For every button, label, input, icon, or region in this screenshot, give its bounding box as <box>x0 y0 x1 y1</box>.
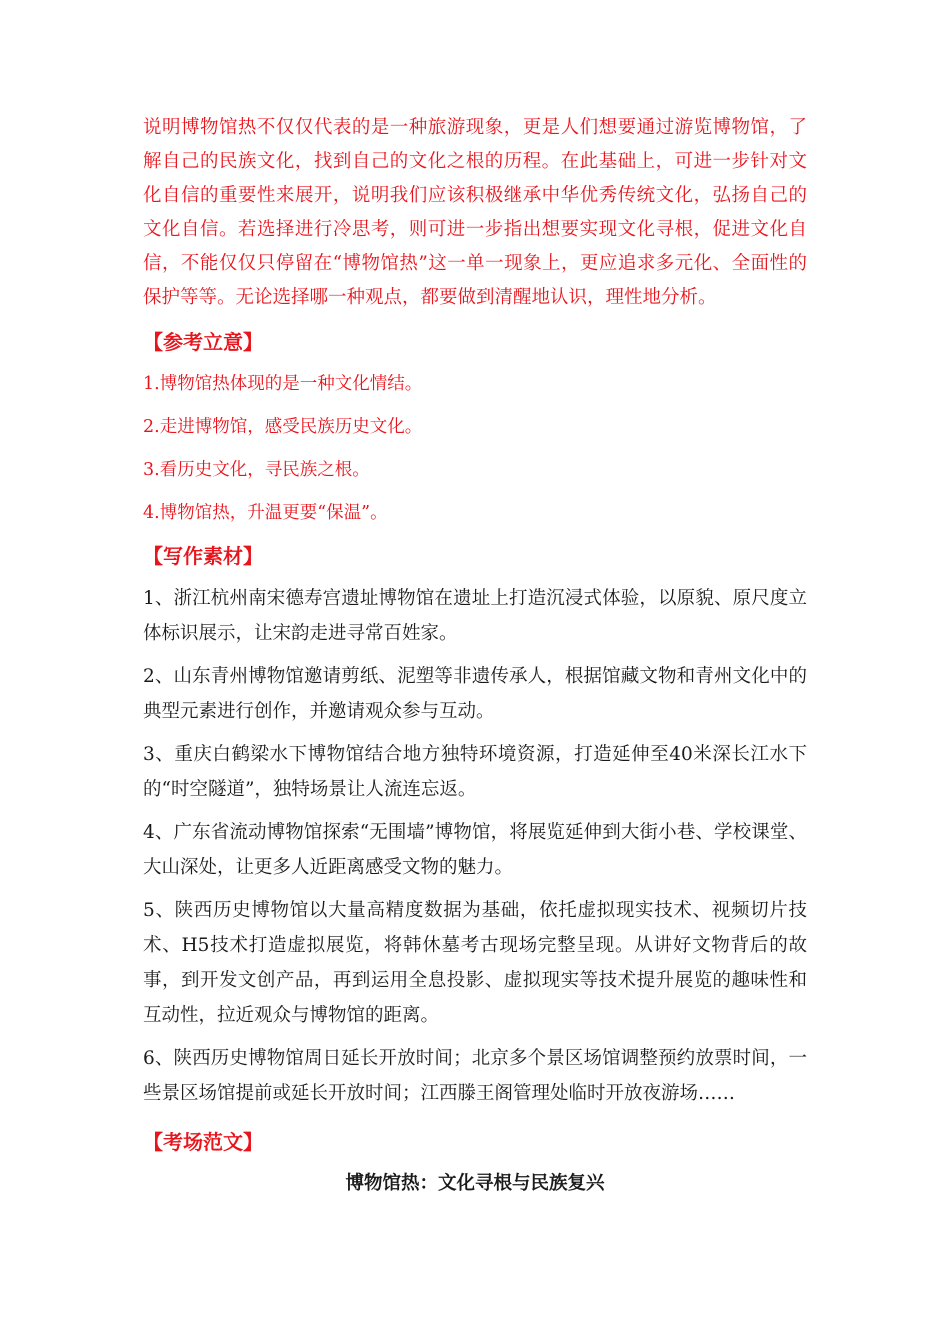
writing-materials-heading: 【写作素材】 <box>143 544 263 568</box>
model-essay-section <box>143 1125 807 1201</box>
reference-idea-item: 3.看历史文化，寻民族之根。 <box>143 460 370 480</box>
writing-material-item: 2、山东青州博物馆邀请剪纸、泥塑等非遗传承人，根据馆藏文物和青州文化中的典型元素进行创作，并邀请观众参与互动。 <box>143 666 807 722</box>
essay-title: 博物馆热：文化寻根与民族复兴 <box>345 1173 605 1194</box>
writing-material-item: 1、浙江杭州南宋德寿宫遗址博物馆在遗址上打造沉浸式体验，以原貌、原尺度立体标识展示，让宋韵走进寻常百姓家。 <box>143 588 807 644</box>
document-page <box>143 111 807 1201</box>
writing-materials-section <box>143 539 807 1111</box>
intro-paragraph: 说明博物馆热不仅仅代表的是一种旅游现象，更是人们想要通过游览博物馆，了解自己的民族文化，找到自己的文化之根的历程。在此基础上，可进一步针对文化自信的重要性来展开，说明我们应该积极继承中华优秀传统文化，弘扬自己的文化自信。若选择进行冷思考，则可进一步指出想要实现文化寻根，促进文化自信，不能仅仅只停留在“博物馆热”这一单一现象上，更应追求多元化、全面性的保护等等。无论选择哪一种观点，都要做到清醒地认识，理性地分析。 <box>143 117 807 308</box>
reference-ideas-heading: 【参考立意】 <box>143 330 263 354</box>
reference-idea-item: 2.走进博物馆，感受民族历史文化。 <box>143 417 423 437</box>
reference-ideas-section <box>143 325 807 530</box>
model-essay-heading: 【考场范文】 <box>143 1130 263 1154</box>
reference-idea-item: 1.博物馆热体现的是一种文化情结。 <box>143 374 423 394</box>
writing-material-item: 3、重庆白鹤梁水下博物馆结合地方独特环境资源，打造延伸至40米深长江水下的“时空隧道”，独特场景让人流连忘返。 <box>143 744 807 800</box>
writing-material-item: 4、广东省流动博物馆探索“无围墙”博物馆，将展览延伸到大街小巷、学校课堂、大山深处，让更多人近距离感受文物的魅力。 <box>143 822 807 878</box>
writing-material-item: 6、陕西历史博物馆周日延长开放时间；北京多个景区场馆调整预约放票时间，一些景区场馆提前或延长开放时间；江西滕王阁管理处临时开放夜游场…… <box>143 1048 807 1104</box>
writing-material-item: 5、陕西历史博物馆以大量高精度数据为基础，依托虚拟现实技术、视频切片技术、H5技术打造虚拟展览，将韩休墓考古现场完整呈现。从讲好文物背后的故事，到开发文创产品，再到运用全息投影、虚拟现实等技术提升展览的趣味性和互动性，拉近观众与博物馆的距离。 <box>143 900 807 1026</box>
reference-idea-item: 4.博物馆热，升温更要“保温”。 <box>143 503 388 523</box>
